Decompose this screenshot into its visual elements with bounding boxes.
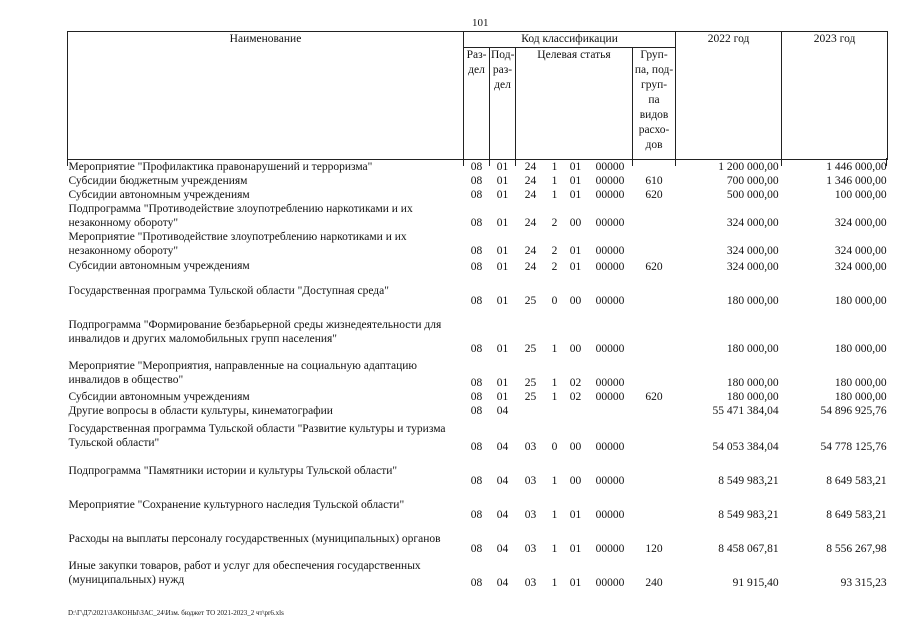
row-razdel: 08	[470, 391, 483, 403]
row-event: 02	[569, 391, 582, 403]
row-razdel: 08	[470, 161, 483, 173]
row-subprogram: 0	[551, 295, 558, 307]
row-name: Мероприятие "Сохранение культурного наследия Тульской области"	[68, 499, 405, 511]
row-subprogram: 1	[551, 475, 558, 487]
row-event: 01	[569, 577, 582, 589]
row-razdel: 08	[470, 441, 483, 453]
row-event: 02	[569, 377, 582, 389]
row-subprogram: 2	[551, 261, 558, 273]
row-amount-2023: 180 000,00	[834, 343, 887, 355]
row-program: 24	[524, 175, 537, 187]
row-podrazdel: 04	[496, 441, 509, 453]
row-razdel: 08	[470, 261, 483, 273]
row-razdel: 08	[470, 377, 483, 389]
row-subprogram: 1	[551, 343, 558, 355]
row-program: 25	[524, 377, 537, 389]
row-razdel: 08	[470, 343, 483, 355]
table-row	[68, 308, 888, 356]
row-podrazdel: 04	[496, 509, 509, 521]
row-event: 01	[569, 245, 582, 257]
row-direction: 00000	[595, 343, 625, 355]
row-amount-2022: 180 000,00	[726, 295, 779, 307]
row-amount-2023: 180 000,00	[834, 377, 887, 389]
table-row	[68, 356, 888, 390]
row-direction: 00000	[595, 377, 625, 389]
row-amount-2023: 324 000,00	[834, 217, 887, 229]
row-expense-type	[633, 404, 676, 418]
table-row	[68, 188, 888, 202]
row-amount-2023: 54 778 125,76	[820, 441, 887, 453]
row-razdel: 08	[470, 217, 483, 229]
row-podrazdel: 01	[496, 377, 509, 389]
row-podrazdel: 04	[496, 543, 509, 555]
row-amount-2022: 700 000,00	[726, 175, 779, 187]
row-amount-2023: 1 346 000,00	[826, 175, 887, 187]
row-razdel: 08	[470, 245, 483, 257]
row-razdel: 08	[470, 405, 483, 417]
row-razdel: 08	[470, 475, 483, 487]
row-expense-type	[633, 356, 676, 390]
row-razdel: 08	[470, 577, 483, 589]
row-program: 24	[524, 161, 537, 173]
row-event: 01	[569, 509, 582, 521]
row-direction: 00000	[595, 245, 625, 257]
row-expense-type	[633, 418, 676, 454]
header-podrazdel: Под- раз- дел	[490, 48, 516, 160]
row-amount-2023: 8 556 267,98	[826, 543, 887, 555]
row-amount-2022: 324 000,00	[726, 217, 779, 229]
row-amount-2023: 324 000,00	[834, 245, 887, 257]
row-name: Мероприятие "Противодействие злоупотреблению наркотиками и их незаконному обороту"	[68, 231, 407, 257]
row-amount-2023: 54 896 925,76	[820, 405, 887, 417]
header-code: Код классификации	[464, 32, 676, 48]
header-gruppa: Груп- па, под- груп- па видов расхо- дов	[633, 48, 676, 160]
row-expense-type	[633, 308, 676, 356]
table-row	[68, 258, 888, 274]
row-expense-type	[633, 160, 676, 175]
row-direction: 00000	[595, 261, 625, 273]
row-podrazdel: 04	[496, 405, 509, 417]
row-name: Иные закупки товаров, работ и услуг для обеспечения государственных (муниципальных) нужд	[68, 560, 421, 586]
row-podrazdel: 01	[496, 245, 509, 257]
row-direction: 00000	[595, 189, 625, 201]
row-program: 24	[524, 245, 537, 257]
header-2023: 2023 год	[782, 32, 888, 160]
row-expense-type	[633, 488, 676, 522]
row-name: Государственная программа Тульской области "Доступная среда"	[68, 285, 389, 297]
row-program: 25	[524, 391, 537, 403]
row-subprogram: 1	[551, 543, 558, 555]
row-name: Субсидии автономным учреждениям	[68, 391, 250, 403]
row-program: 03	[524, 475, 537, 487]
row-direction: 00000	[595, 295, 625, 307]
header-celevaya: Целевая статья	[516, 48, 633, 160]
row-event: 01	[569, 261, 582, 273]
row-expense-type: 240	[645, 577, 663, 589]
row-expense-type	[633, 230, 676, 258]
row-event: 00	[569, 343, 582, 355]
footer-file-path: D:\Г\Д7\2021\ЗАКОНЫ\ЗАС_24\Изм. бюджет ТО 2021-2023_2 чт\pr6.xls	[68, 609, 284, 617]
row-podrazdel: 01	[496, 189, 509, 201]
row-program: 24	[524, 217, 537, 229]
row-expense-type: 620	[645, 261, 663, 273]
row-amount-2023: 324 000,00	[834, 261, 887, 273]
row-name: Расходы на выплаты персоналу государственных (муниципальных) органов	[68, 533, 441, 545]
row-event: 00	[569, 441, 582, 453]
row-amount-2023: 100 000,00	[834, 189, 887, 201]
row-direction: 00000	[595, 391, 625, 403]
row-event: 01	[569, 175, 582, 187]
row-name: Субсидии автономным учреждениям	[68, 260, 250, 272]
row-program: 03	[524, 509, 537, 521]
row-amount-2022: 180 000,00	[726, 377, 779, 389]
row-program	[516, 404, 546, 418]
table-row	[68, 556, 888, 590]
header-2022: 2022 год	[676, 32, 782, 160]
row-amount-2023: 8 649 583,21	[826, 509, 887, 521]
table-row	[68, 160, 888, 175]
row-program: 25	[524, 343, 537, 355]
row-subprogram: 1	[551, 175, 558, 187]
row-razdel: 08	[470, 175, 483, 187]
row-razdel: 08	[470, 543, 483, 555]
table-row	[68, 230, 888, 258]
row-amount-2023: 180 000,00	[834, 391, 887, 403]
row-podrazdel: 01	[496, 175, 509, 187]
row-expense-type: 620	[645, 189, 663, 201]
row-event: 01	[569, 543, 582, 555]
row-amount-2022: 180 000,00	[726, 391, 779, 403]
row-podrazdel: 01	[496, 343, 509, 355]
row-direction: 00000	[595, 475, 625, 487]
table-row	[68, 390, 888, 404]
row-amount-2022: 324 000,00	[726, 245, 779, 257]
row-amount-2023: 180 000,00	[834, 295, 887, 307]
row-direction: 00000	[595, 509, 625, 521]
row-program: 24	[524, 261, 537, 273]
table-row	[68, 522, 888, 556]
row-program: 25	[524, 295, 537, 307]
table-row	[68, 404, 888, 418]
row-direction	[588, 404, 633, 418]
row-expense-type	[633, 454, 676, 488]
row-amount-2022: 8 549 983,21	[718, 509, 779, 521]
row-expense-type: 610	[645, 175, 663, 187]
row-event: 01	[569, 161, 582, 173]
row-podrazdel: 04	[496, 475, 509, 487]
row-name: Подпрограмма "Формирование безбарьерной среды жизнедеятельности для инвалидов и других маломобильных групп населения"	[68, 319, 442, 345]
row-expense-type: 120	[645, 543, 663, 555]
row-razdel: 08	[470, 189, 483, 201]
row-podrazdel: 01	[496, 161, 509, 173]
row-name: Подпрограмма "Памятники истории и культуры Тульской области"	[68, 465, 398, 477]
row-podrazdel: 01	[496, 261, 509, 273]
row-subprogram: 1	[551, 161, 558, 173]
header-razdel: Раз- дел	[464, 48, 490, 160]
row-amount-2022: 500 000,00	[726, 189, 779, 201]
budget-table	[67, 31, 888, 590]
table-row	[68, 174, 888, 188]
table-row	[68, 274, 888, 308]
row-subprogram: 1	[551, 509, 558, 521]
row-expense-type	[633, 202, 676, 230]
row-name: Другие вопросы в области культуры, кинематографии	[68, 405, 333, 417]
table-row	[68, 454, 888, 488]
row-name: Подпрограмма "Противодействие злоупотреблению наркотиками и их незаконному обороту"	[68, 203, 413, 229]
row-event: 01	[569, 189, 582, 201]
row-podrazdel: 01	[496, 295, 509, 307]
table-row	[68, 418, 888, 454]
row-amount-2023: 93 315,23	[840, 577, 887, 589]
row-amount-2023: 1 446 000,00	[826, 161, 887, 173]
row-event: 00	[569, 475, 582, 487]
row-name: Мероприятие "Профилактика правонарушений и терроризма"	[68, 161, 373, 173]
row-amount-2022: 8 549 983,21	[718, 475, 779, 487]
row-amount-2022: 180 000,00	[726, 343, 779, 355]
row-subprogram	[546, 404, 564, 418]
row-amount-2022: 324 000,00	[726, 261, 779, 273]
table-header	[68, 32, 888, 160]
row-event	[564, 404, 588, 418]
row-program: 03	[524, 441, 537, 453]
row-subprogram: 2	[551, 245, 558, 257]
row-name: Субсидии автономным учреждениям	[68, 189, 250, 201]
row-subprogram: 1	[551, 189, 558, 201]
row-amount-2022: 55 471 384,04	[712, 405, 779, 417]
row-amount-2022: 8 458 067,81	[718, 543, 779, 555]
header-name: Наименование	[68, 32, 464, 160]
row-expense-type	[633, 274, 676, 308]
row-amount-2023: 8 649 583,21	[826, 475, 887, 487]
row-podrazdel: 01	[496, 217, 509, 229]
row-direction: 00000	[595, 441, 625, 453]
page-number: 101	[472, 17, 489, 29]
row-name: Государственная программа Тульской области "Развитие культуры и туризма Тульской области"	[68, 423, 446, 449]
row-direction: 00000	[595, 175, 625, 187]
row-razdel: 08	[470, 295, 483, 307]
row-subprogram: 2	[551, 217, 558, 229]
row-event: 00	[569, 217, 582, 229]
table-row	[68, 488, 888, 522]
row-name: Субсидии бюджетным учреждениям	[68, 175, 248, 187]
row-podrazdel: 04	[496, 577, 509, 589]
row-name: Мероприятие "Мероприятия, направленные на социальную адаптацию инвалидов в общество"	[68, 360, 417, 386]
row-subprogram: 1	[551, 577, 558, 589]
row-subprogram: 1	[551, 391, 558, 403]
row-podrazdel: 01	[496, 391, 509, 403]
row-amount-2022: 91 915,40	[732, 577, 779, 589]
row-event: 00	[569, 295, 582, 307]
row-direction: 00000	[595, 577, 625, 589]
row-subprogram: 0	[551, 441, 558, 453]
row-direction: 00000	[595, 161, 625, 173]
table-row	[68, 202, 888, 230]
row-program: 24	[524, 189, 537, 201]
row-program: 03	[524, 577, 537, 589]
row-direction: 00000	[595, 543, 625, 555]
row-program: 03	[524, 543, 537, 555]
row-expense-type: 620	[645, 391, 663, 403]
row-direction: 00000	[595, 217, 625, 229]
row-amount-2022: 1 200 000,00	[718, 161, 779, 173]
table-body	[68, 160, 888, 591]
row-amount-2022: 54 053 384,04	[712, 441, 779, 453]
row-subprogram: 1	[551, 377, 558, 389]
row-razdel: 08	[470, 509, 483, 521]
